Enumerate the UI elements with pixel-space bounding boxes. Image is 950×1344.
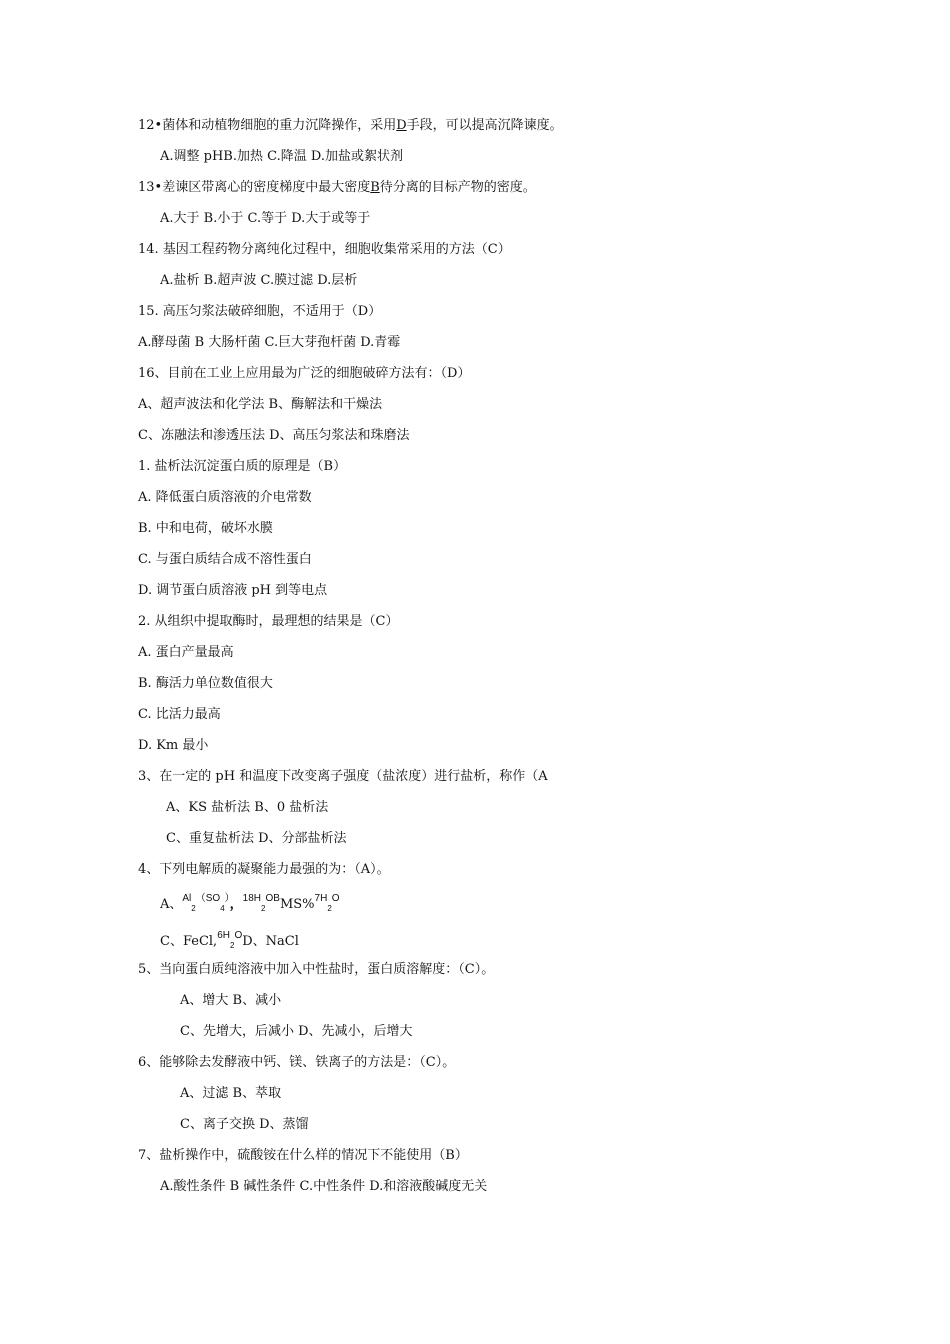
section-question-2: 2. 从组织中提取酶时，最理想的结果是（C） — [138, 614, 399, 629]
question-7-options: A.酸性条件 B 碱性条件 C.中性条件 D.和溶液酸碱度无关 — [160, 1179, 488, 1194]
option-text: MS% — [279, 897, 315, 912]
section-question-7: 7、盐析操作中，硫酸铵在什么样的情况下不能使用（B） — [138, 1148, 468, 1163]
formula-part: OB — [265, 893, 280, 904]
answer-mark: B — [370, 180, 380, 195]
option-prefix: A、 — [160, 897, 183, 912]
formula-part: ） — [224, 893, 230, 904]
question-16: 16、目前在工业上应用最为广泛的细胞破碎方法有：（D） — [138, 366, 471, 381]
formula-part: 6H — [217, 930, 230, 941]
option-a: A. 降低蛋白质溶液的介电常数 — [138, 490, 312, 505]
question-14: 14. 基因工程药物分离纯化过程中，细胞收集常采用的方法（C） — [138, 242, 511, 257]
option-d: D. 调节蛋白质溶液 pH 到等电点 — [138, 583, 328, 598]
option-text: C、FeCl, — [160, 934, 218, 949]
formula-subscript: 2 — [229, 941, 235, 950]
question-16-options-2: C、冻融法和渗透压法 D、高压匀浆法和珠磨法 — [138, 428, 410, 443]
question-6-options-1: A、过滤 B、萃取 — [180, 1086, 282, 1101]
section-question-4: 4、下列电解质的凝聚能力最强的为：（A）。 — [138, 862, 390, 877]
question-5-options-2: C、先增大，后减小 D、先减小，后增大 — [180, 1024, 413, 1039]
formula-part: Al — [182, 893, 192, 904]
question-6-options-2: C、离子交换 D、蒸馏 — [180, 1117, 309, 1132]
formula-part: 7H — [314, 893, 328, 904]
question-4-options-2 — [160, 930, 299, 952]
section-question-5: 5、当向蛋白质纯溶液中加入中性盐时，蛋白质溶解度：（C）。 — [138, 962, 495, 977]
question-text: 待分离的目标产物的密度。 — [379, 180, 536, 195]
formula-part: O — [331, 893, 340, 904]
option-c: C. 与蛋白质结合成不溶性蛋白 — [138, 552, 312, 567]
section-question-1: 1. 盐析法沉淀蛋白质的原理是（B） — [138, 459, 347, 474]
formula-comma: ， — [229, 897, 243, 912]
question-3-options-1: A、KS 盐析法 B、0 盐析法 — [166, 800, 329, 815]
question-13 — [138, 179, 536, 197]
question-3-options-2: C、重复盐析法 D、分部盐析法 — [166, 831, 347, 846]
option-c: C. 比活力最高 — [138, 707, 221, 722]
option-b: B. 酶活力单位数值很大 — [138, 676, 273, 691]
formula-subscript: 2 — [191, 904, 196, 913]
question-4-options-1 — [160, 893, 340, 915]
question-5-options-1: A、增大 B、减小 — [180, 993, 282, 1008]
formula-subscript: 2 — [327, 904, 332, 913]
question-16-options-1: A、超声波法和化学法 B、酶解法和干燥法 — [138, 397, 383, 412]
question-15-options: A.酵母菌 B 大肠杆菌 C.巨大芽孢杆菌 D.青霉 — [138, 335, 401, 350]
option-a: A. 蛋白产量最高 — [138, 645, 234, 660]
question-14-options: A.盐析 B.超声波 C.膜过滤 D.层析 — [160, 273, 358, 288]
answer-mark: D — [396, 118, 407, 133]
question-12 — [138, 117, 563, 135]
question-12-options: A.调整 pHB.加热 C.降温 D.加盐或絮状剂 — [160, 149, 403, 164]
formula-subscript: 4 — [220, 904, 225, 913]
question-text: 手段，可以提高沉降谏度。 — [406, 118, 563, 133]
question-15: 15. 高压匀浆法破碎细胞，不适用于（D） — [138, 304, 382, 319]
formula-part: （SO — [195, 893, 221, 904]
option-text: D、NaCl — [242, 934, 299, 949]
option-d: D. Km 最小 — [138, 738, 209, 753]
question-13-options: A.大于 B.小于 C.等于 D.大于或等于 — [160, 211, 371, 226]
option-b: B. 中和电荷，破坏水膜 — [138, 521, 273, 536]
question-text: 13•差谏区带离心的密度梯度中最大密度 — [138, 180, 371, 195]
section-question-3: 3、在一定的 pH 和温度下改变离子强度（盐浓度）进行盐析，称作（A — [138, 769, 548, 784]
formula-subscript: 2 — [261, 904, 266, 913]
formula-part: 18H — [242, 893, 262, 904]
formula-part: O — [234, 930, 243, 941]
question-text: 12•菌体和动植物细胞的重力沉降操作，采用 — [138, 118, 397, 133]
section-question-6: 6、能够除去发酵液中钙、镁、铁离子的方法是：（C）。 — [138, 1055, 456, 1070]
